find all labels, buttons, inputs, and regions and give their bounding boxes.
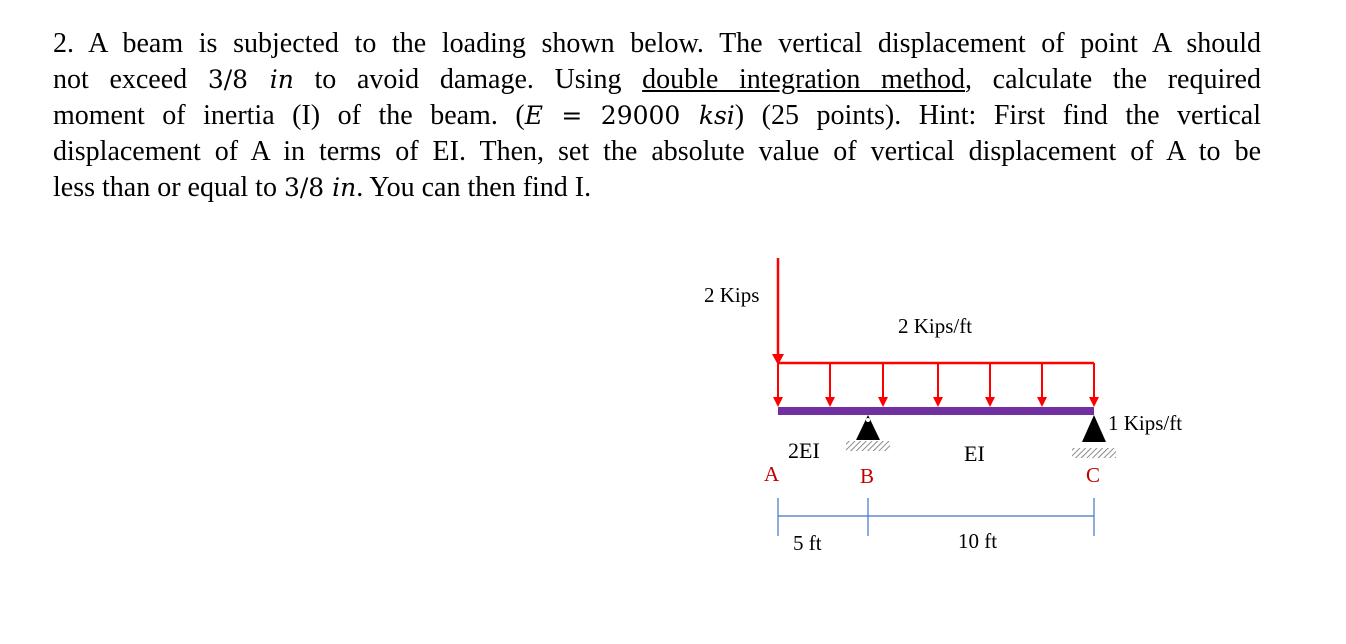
unit-text: in	[332, 173, 357, 202]
distributed-load	[773, 363, 1099, 407]
problem-text: moment of inertia (I) of the beam. (	[53, 100, 525, 131]
load-arrow	[985, 363, 995, 407]
problem-text: to avoid damage. Using	[293, 64, 643, 95]
problem-text: not exceed	[53, 64, 208, 95]
problem-text: displacement of A in terms of EI. Then, set the absolute value of vertical displacement of A to be	[53, 136, 1261, 167]
point-c-label: C	[1086, 463, 1101, 487]
fraction-value: 3/8	[207, 65, 270, 94]
dimension-right-label: 10 ft	[958, 529, 998, 553]
stiffness-label-left: 2EI	[788, 438, 820, 463]
modulus-value: = 29000	[542, 101, 699, 130]
modulus-symbol: E	[524, 101, 543, 130]
problem-text: 2. A beam is subjected to the loading shown below. The vertical displacement of point A should	[53, 28, 1261, 59]
unit-text: ksi	[698, 101, 735, 130]
point-load-label: 2 Kips	[704, 283, 760, 307]
problem-text: ) (25 points). Hint: First find the vertical	[734, 100, 1261, 131]
dimension-left-label: 5 ft	[793, 531, 822, 555]
method-underlined-text: double integration method	[642, 64, 965, 95]
distributed-load-label: 2 Kips/ft	[898, 314, 973, 338]
load-arrow	[773, 363, 783, 407]
support-b	[846, 415, 890, 451]
unit-text: in	[269, 65, 294, 94]
load-arrow	[825, 363, 835, 407]
load-arrow	[1089, 363, 1099, 407]
problem-text: less than or equal to	[53, 172, 284, 203]
problem-text: . You can then find I.	[356, 172, 592, 203]
point-a-label: A	[764, 462, 780, 486]
load-arrow	[1037, 363, 1047, 407]
load-arrow	[878, 363, 888, 407]
point-load-arrow	[772, 258, 784, 365]
stiffness-label-right: EI	[964, 441, 985, 466]
point-b-label: B	[860, 464, 875, 488]
end-load-label: 1 Kips/ft	[1108, 411, 1183, 435]
problem-text: , calculate the required	[964, 64, 1261, 95]
fraction-value: 3/8	[283, 173, 333, 202]
beam	[778, 407, 1094, 415]
dimension-line	[778, 498, 1094, 536]
load-arrow	[933, 363, 943, 407]
